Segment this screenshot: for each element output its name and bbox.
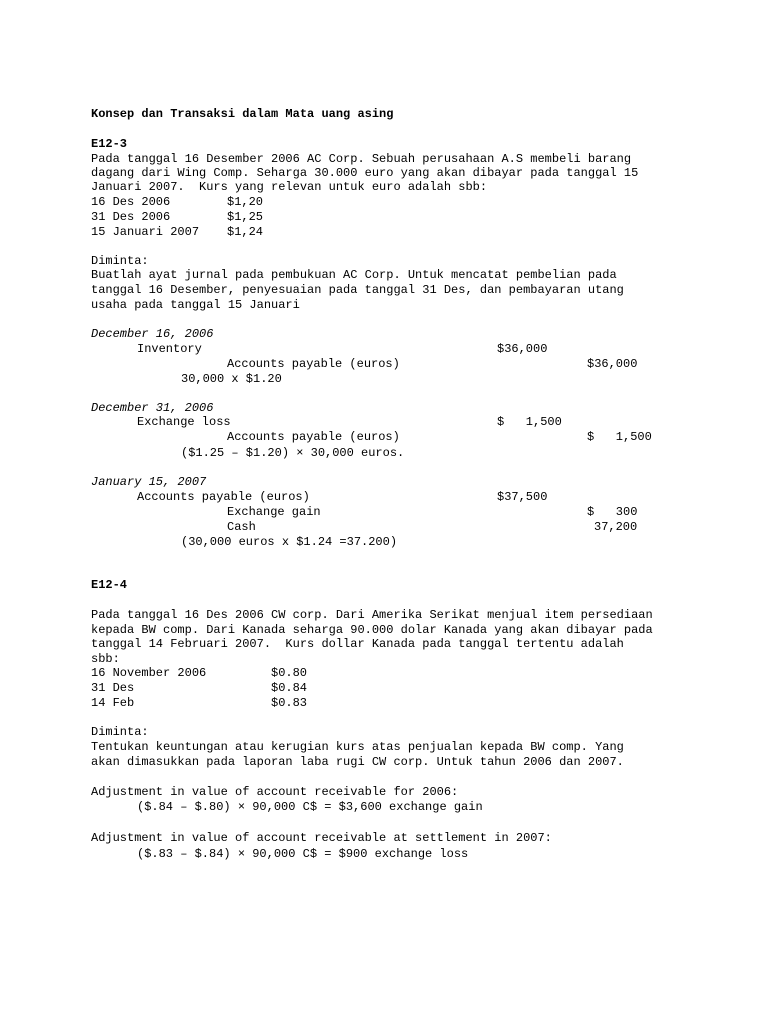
credit-amount: $36,000 bbox=[587, 357, 638, 371]
adjustment-calc: ($.83 – $.84) × 90,000 C$ = $900 exchange loss bbox=[137, 847, 469, 861]
adjustment-calc: ($.84 – $.80) × 90,000 C$ = $3,600 exchange gain bbox=[137, 800, 483, 814]
rate-date: 14 Feb bbox=[91, 696, 135, 710]
debit-account: Inventory bbox=[137, 342, 202, 356]
journal-note: (30,000 euros x $1.24 =37.200) bbox=[181, 535, 398, 549]
rate-date: 15 Januari 2007 bbox=[91, 225, 200, 239]
credit-account: Cash bbox=[227, 520, 256, 534]
paragraph-line: Pada tanggal 16 Des 2006 CW corp. Dari Amerika Serikat menjual item persediaan bbox=[91, 608, 653, 622]
credit-amount: $ 1,500 bbox=[587, 430, 652, 444]
paragraph-line: Januari 2007. Kurs yang relevan untuk euro adalah sbb: bbox=[91, 180, 488, 194]
paragraph-line: dagang dari Wing Comp. Seharga 30.000 euro yang akan dibayar pada tanggal 15 bbox=[91, 166, 639, 180]
debit-amount: $37,500 bbox=[497, 490, 548, 504]
paragraph-line: Buatlah ayat jurnal pada pembukuan AC Corp. Untuk mencatat pembelian pada bbox=[91, 268, 617, 282]
adjustment-label: Adjustment in value of account receivable at settlement in 2007: bbox=[91, 831, 552, 845]
rate-value: $0.80 bbox=[271, 666, 308, 680]
debit-amount: $ 1,500 bbox=[497, 415, 562, 429]
diminta-label: Diminta: bbox=[91, 725, 149, 739]
journal-note: 30,000 x $1.20 bbox=[181, 372, 282, 386]
paragraph-line: Tentukan keuntungan atau kerugian kurs atas penjualan kepada BW comp. Yang bbox=[91, 740, 624, 754]
journal-date: December 31, 2006 bbox=[91, 401, 214, 415]
credit-account: Accounts payable (euros) bbox=[227, 430, 400, 444]
paragraph-line: Pada tanggal 16 Desember 2006 AC Corp. Sebuah perusahaan A.S membeli barang bbox=[91, 152, 632, 166]
debit-amount: $36,000 bbox=[497, 342, 548, 356]
rate-value: $1,25 bbox=[227, 210, 264, 224]
rate-value: $1,24 bbox=[227, 225, 264, 239]
rate-value: $0.83 bbox=[271, 696, 308, 710]
exercise-heading-e12-4: E12-4 bbox=[91, 578, 128, 592]
rate-date: 16 Des 2006 bbox=[91, 195, 171, 209]
journal-date: January 15, 2007 bbox=[91, 475, 207, 489]
debit-account: Accounts payable (euros) bbox=[137, 490, 310, 504]
journal-note: ($1.25 – $1.20) × 30,000 euros. bbox=[181, 446, 405, 460]
credit-account: Exchange gain bbox=[227, 505, 321, 519]
paragraph-line: sbb: bbox=[91, 652, 120, 666]
exercise-heading-e12-3: E12-3 bbox=[91, 137, 128, 151]
paragraph-line: usaha pada tanggal 15 Januari bbox=[91, 298, 300, 312]
diminta-label: Diminta: bbox=[91, 254, 149, 268]
debit-account: Exchange loss bbox=[137, 415, 231, 429]
document-title: Konsep dan Transaksi dalam Mata uang asing bbox=[91, 107, 394, 121]
rate-value: $1,20 bbox=[227, 195, 264, 209]
rate-date: 31 Des 2006 bbox=[91, 210, 171, 224]
journal-date: December 16, 2006 bbox=[91, 327, 214, 341]
credit-amount: 37,200 bbox=[594, 520, 638, 534]
rate-value: $0.84 bbox=[271, 681, 308, 695]
paragraph-line: akan dimasukkan pada laporan laba rugi CW corp. Untuk tahun 2006 dan 2007. bbox=[91, 755, 624, 769]
paragraph-line: tanggal 16 Desember, penyesuaian pada tanggal 31 Des, dan pembayaran utang bbox=[91, 283, 624, 297]
rate-date: 31 Des bbox=[91, 681, 135, 695]
paragraph-line: kepada BW comp. Dari Kanada seharga 90.000 dolar Kanada yang akan dibayar pada bbox=[91, 623, 653, 637]
credit-account: Accounts payable (euros) bbox=[227, 357, 400, 371]
paragraph-line: tanggal 14 Februari 2007. Kurs dollar Kanada pada tanggal tertentu adalah bbox=[91, 637, 624, 651]
credit-amount: $ 300 bbox=[587, 505, 638, 519]
rate-date: 16 November 2006 bbox=[91, 666, 207, 680]
adjustment-label: Adjustment in value of account receivable for 2006: bbox=[91, 785, 459, 799]
